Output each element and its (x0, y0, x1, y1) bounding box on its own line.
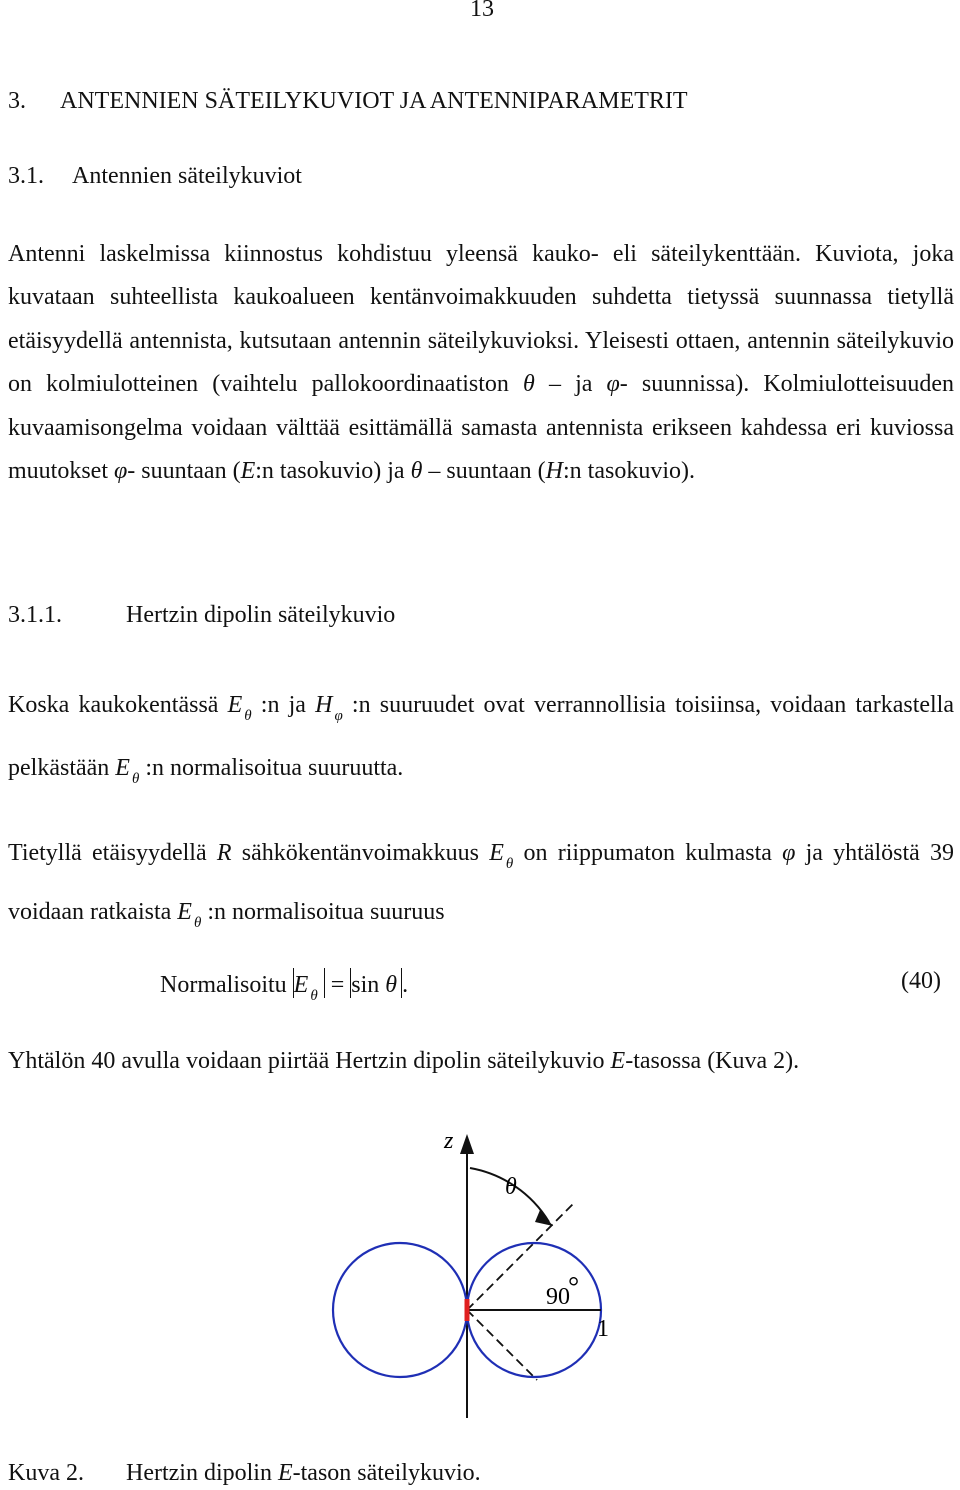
text-run: Yhtälön 40 avulla voidaan piirtää Hertzin dipolin säteilykuvio (8, 1048, 611, 1074)
theta-label: θ (505, 1174, 517, 1200)
radiation-pattern-figure (0, 1110, 960, 1450)
subsection-title: Hertzin dipolin säteilykuvio (126, 602, 396, 628)
z-axis-label: z (444, 1128, 454, 1154)
section-number: 3.1. (8, 163, 44, 189)
text-run: on riippumaton kulmasta (513, 840, 783, 866)
text-run: sähkökentänvoimakkuus (231, 840, 490, 866)
left-lobe (333, 1243, 467, 1377)
text-run: :n tasokuvio). (563, 458, 696, 485)
phi-subscript: φ (334, 708, 343, 724)
paragraph-radiation-patterns (8, 233, 954, 493)
paragraph-far-field (8, 675, 954, 801)
h-symbol: H (315, 692, 333, 718)
theta-symbol: θ (385, 972, 398, 998)
text-run: :n ja (251, 692, 316, 718)
theta-subscript: θ (244, 708, 252, 724)
abs-bar (324, 968, 325, 998)
e-symbol: E (240, 458, 256, 485)
e-symbol: E (115, 755, 130, 781)
text-run: - suunnissa). Kolmiulotteisuuden kuvaamisongelma voidaan välttää esittämällä samasta antennista erikseen kahdessa eri kuviossa muutokset (8, 371, 955, 485)
equation-40 (160, 968, 409, 1004)
theta-subscript: θ (193, 915, 202, 931)
phi-symbol: φ (782, 840, 796, 866)
angle-label: 90 (546, 1284, 570, 1310)
radius-label: 1 (597, 1316, 609, 1342)
text-run: Hertzin dipolin (126, 1460, 278, 1486)
page-number: 13 (470, 0, 494, 22)
h-symbol: H (545, 458, 564, 485)
text-run: – suuntaan ( (422, 458, 546, 485)
text-run: Koska kaukokentässä (8, 692, 228, 718)
e-symbol: E (293, 972, 309, 998)
subsection-heading (8, 602, 395, 629)
z-axis-arrowhead (460, 1134, 474, 1154)
sin-function: sin (351, 972, 380, 998)
text-run: :n tasokuvio) ja (255, 458, 411, 485)
chapter-title: ANTENNIEN SÄTEILYKUVIOT JA ANTENNIPARAMETRIT (60, 88, 688, 114)
text-run: -tason säteilykuvio. (292, 1460, 481, 1486)
equation-label: Normalisoitu (160, 972, 287, 998)
theta-subscript: θ (505, 856, 514, 872)
equation-number: (40) (901, 968, 941, 994)
theta-symbol: θ (410, 458, 423, 485)
e-symbol: E (177, 899, 192, 925)
e-symbol: E (277, 1460, 293, 1486)
text-run: - suuntaan ( (127, 458, 241, 485)
theta-arc-arrowhead (535, 1210, 553, 1226)
text-run: :n normalisoitua suuruutta. (139, 755, 404, 781)
text-run: ja yhtälöstä 39 voidaan ratkaista (8, 840, 955, 925)
text-run: Antenni laskelmissa kiinnostus kohdistuu yleensä kauko- eli säteilykenttään. Kuviota, joka kuvataan suhteellista kaukoalueen kentänvoimakkuuden suhdetta tietyssä suunnassa tietyllä etäisyydellä antennista, kutsutaan antennin säteilykuvioksi. Yleisesti ottaen, antennin säteilykuvio on kolmiulotteinen (vaihtelu pallokoordinaatiston (8, 241, 954, 398)
text-run: :n normalisoitua suuruus (201, 899, 445, 925)
text-run: – ja (534, 371, 607, 398)
paragraph-figure-reference (8, 1040, 954, 1083)
paragraph-field-strength (8, 825, 954, 943)
figure-caption (8, 1460, 481, 1487)
e-symbol: E (610, 1048, 626, 1074)
text-run: Tietyllä etäisyydellä (8, 840, 217, 866)
e-symbol: E (489, 840, 504, 866)
theta-subscript: θ (310, 988, 318, 1004)
section-title: Antennien säteilykuviot (72, 163, 302, 189)
equals-sign: = (330, 972, 345, 998)
phi-symbol: φ (114, 458, 128, 485)
section-heading (8, 163, 302, 190)
theta-symbol: θ (523, 371, 535, 398)
degree-symbol: ° (568, 1272, 580, 1303)
text-run: :n suuruudet ovat verrannollisia toisiinsa, voidaan tarkastella pelkästään (8, 692, 954, 781)
caption-label: Kuva 2. (8, 1460, 84, 1486)
e-symbol: E (227, 692, 243, 718)
r-symbol: R (216, 840, 232, 866)
subsection-number: 3.1.1. (8, 602, 62, 628)
period: . (402, 972, 409, 998)
theta-subscript: θ (131, 771, 140, 787)
text-run: -tasossa (Kuva 2). (625, 1048, 800, 1074)
chapter-heading (8, 88, 688, 115)
phi-symbol: φ (606, 371, 620, 398)
chapter-number: 3. (8, 88, 26, 114)
